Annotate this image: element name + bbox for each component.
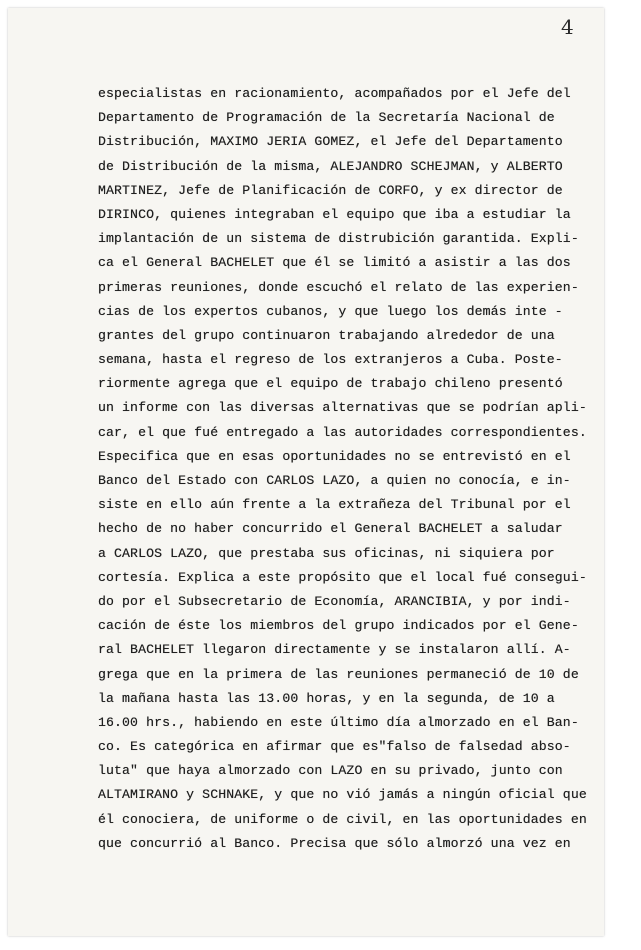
text-line: hecho de no haber concurrido el General BACHELET a saludar: [98, 521, 563, 537]
text-line: Especifica que en esas oportunidades no se entrevistó en el: [98, 448, 571, 464]
text-line: do por el Subsecretario de Economía, ARANCIBIA, y por indi-: [98, 593, 571, 609]
text-line: grega que en la primera de las reuniones permaneció de 10 de: [98, 666, 579, 682]
text-line: luta" que haya almorzado con LAZO en su privado, junto con: [98, 763, 563, 779]
text-line: riormente agrega que el equipo de trabajo chileno presentó: [98, 376, 563, 392]
text-line: co. Es categórica en afirmar que es"falso de falsedad abso-: [98, 739, 571, 755]
text-line: especialistas en racionamiento, acompañados por el Jefe del: [98, 86, 571, 101]
text-line: siste en ello aún frente a la extrañeza del Tribunal por el: [98, 497, 571, 513]
text-line: cias de los expertos cubanos, y que luego los demás inte -: [98, 303, 563, 319]
text-line: car, el que fué entregado a las autoridades correspondientes.: [98, 424, 587, 440]
text-line: a CARLOS LAZO, que prestaba sus oficinas, ni siquiera por: [98, 545, 555, 561]
text-line: cortesía. Explica a este propósito que el local fué consegui-: [98, 569, 587, 585]
text-line: cación de éste los miembros del grupo indicados por el Gene-: [98, 618, 579, 634]
text-line: primeras reuniones, donde escuchó el relato de las experien-: [98, 279, 579, 295]
document-page: [8, 8, 604, 936]
text-line: que concurrió al Banco. Precisa que sólo almorzó una vez en: [98, 835, 571, 851]
body-text: [98, 82, 618, 856]
text-line: ca el General BACHELET que él se limitó a asistir a las dos: [98, 255, 571, 271]
text-line: él conociera, de uniforme o de civil, en las oportunidades en: [98, 811, 587, 827]
text-line: grantes del grupo continuaron trabajando alrededor de una: [98, 327, 555, 343]
text-line: de Distribución de la misma, ALEJANDRO SCHEJMAN, y ALBERTO: [98, 158, 563, 174]
text-line: Distribución, MAXIMO JERIA GOMEZ, el Jefe del Departamento: [98, 134, 563, 150]
text-line: un informe con las diversas alternativas que se podrían apli-: [98, 400, 587, 416]
text-line: ALTAMIRANO y SCHNAKE, y que no vió jamás a ningún oficial que: [98, 787, 587, 803]
text-line: DIRINCO, quienes integraban el equipo que iba a estudiar la: [98, 206, 571, 222]
text-line: ral BACHELET llegaron directamente y se instalaron allí. A-: [98, 642, 571, 658]
page-number: 4: [561, 15, 574, 39]
text-line: 16.00 hrs., habiendo en este último día almorzado en el Ban-: [98, 714, 579, 730]
text-line: semana, hasta el regreso de los extranjeros a Cuba. Poste-: [98, 352, 563, 368]
text-line: la mañana hasta las 13.00 horas, y en la segunda, de 10 a: [98, 690, 555, 706]
text-line: Banco del Estado con CARLOS LAZO, a quien no conocía, e in-: [98, 473, 571, 488]
text-line: Departamento de Programación de la Secretaría Nacional de: [98, 110, 555, 126]
text-line: MARTINEZ, Jefe de Planificación de CORFO, y ex director de: [98, 182, 563, 198]
text-line: implantación de un sistema de distrubición garantida. Expli-: [98, 231, 579, 247]
